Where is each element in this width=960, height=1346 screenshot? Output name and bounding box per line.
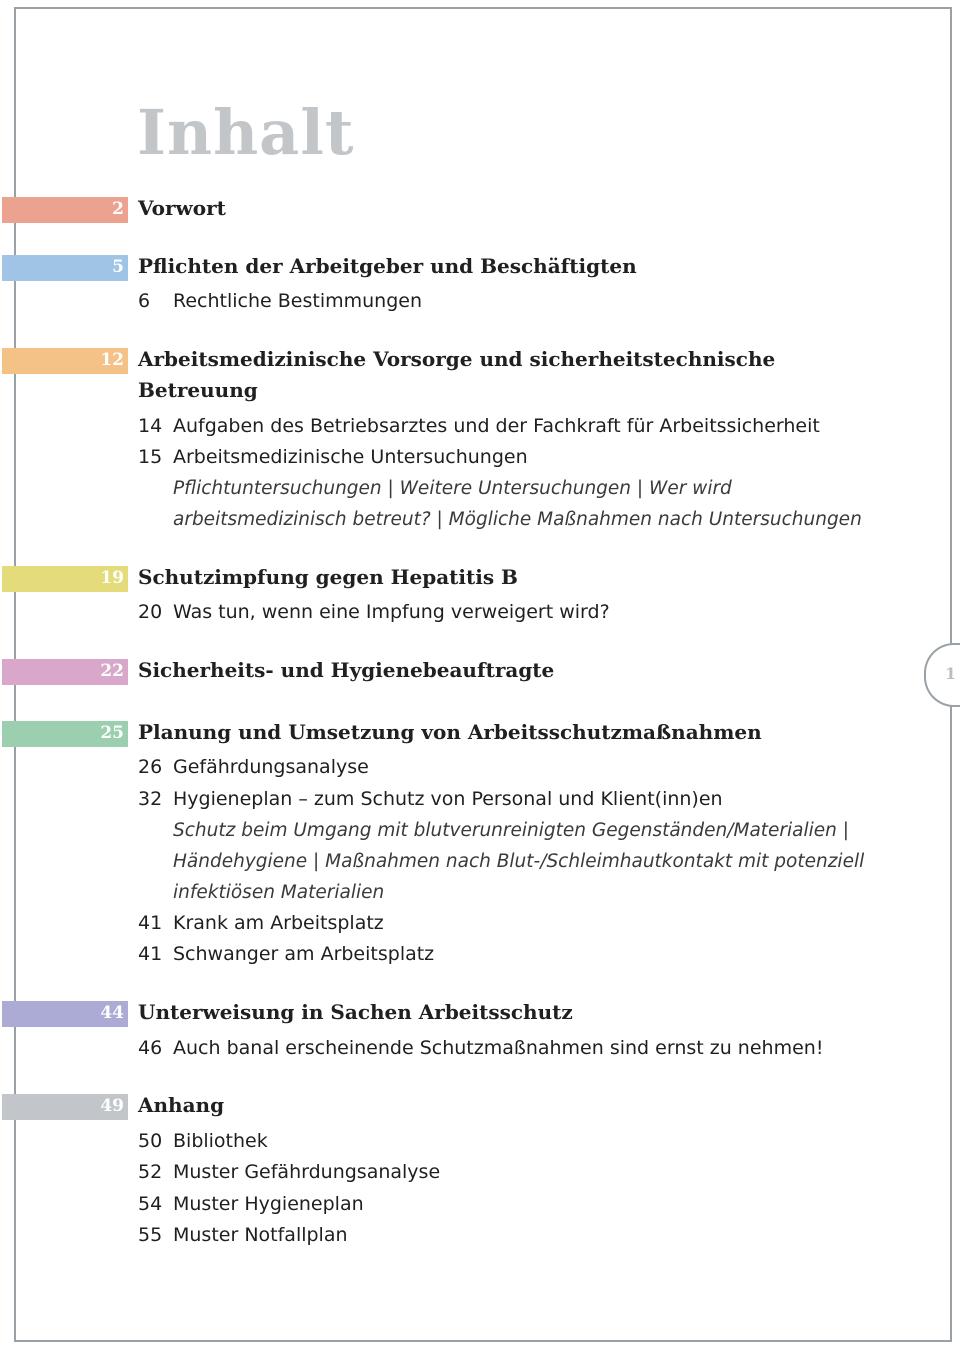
section-heading-anhang[interactable]: Anhang bbox=[138, 1093, 225, 1117]
entry-title: Rechtliche Bestimmungen bbox=[173, 290, 422, 312]
section-heading-unterweisung[interactable]: Unterweisung in Sachen Arbeitsschutz bbox=[138, 1000, 573, 1024]
entry-page-number: 32 bbox=[138, 788, 163, 810]
entry-page-number: 26 bbox=[138, 756, 163, 778]
entry-subtopics: Schutz beim Umgang mit blutverunreinigten Gegenständen/Materialien | Händehygiene | Maßnahmen nach Blut-/Schleimhautkontakt mit potenziell infektiösen Materialien bbox=[173, 820, 865, 903]
section-bar-anhang bbox=[2, 1094, 128, 1120]
section-heading-vorwort[interactable]: Vorwort bbox=[138, 196, 226, 220]
entry-page-number: 50 bbox=[138, 1130, 163, 1152]
entry-title: Arbeitsmedizinische Untersuchungen bbox=[173, 446, 528, 468]
toc-entry[interactable] bbox=[138, 784, 723, 815]
page-number: 1 bbox=[945, 664, 957, 683]
toc-entry[interactable] bbox=[138, 908, 384, 939]
entry-page-number: 41 bbox=[138, 912, 163, 934]
entry-title: Krank am Arbeitsplatz bbox=[173, 912, 384, 934]
section-bar-unterweisung bbox=[2, 1001, 128, 1027]
toc-entry[interactable] bbox=[138, 597, 610, 628]
entry-subtopics: Pflichtuntersuchungen | Weitere Untersuchungen | Wer wird arbeitsmedizinisch betreut? | Mögliche Maßnahmen nach Untersuchungen bbox=[173, 478, 862, 530]
page-title: Inhalt bbox=[137, 96, 355, 169]
entry-title: Muster Hygieneplan bbox=[173, 1193, 364, 1215]
section-heading-schutzimpfung[interactable]: Schutzimpfung gegen Hepatitis B bbox=[138, 565, 518, 589]
toc-entry[interactable] bbox=[138, 1033, 823, 1064]
page-frame-top bbox=[14, 7, 952, 9]
entry-title: Hygieneplan – zum Schutz von Personal und Klient(inn)en bbox=[173, 788, 723, 810]
toc-entry[interactable] bbox=[138, 442, 528, 473]
entry-page-number: 46 bbox=[138, 1037, 163, 1059]
toc-entry[interactable] bbox=[138, 939, 434, 970]
section-page-number: 5 bbox=[112, 257, 124, 277]
toc-entry[interactable] bbox=[138, 1157, 440, 1188]
entry-title: Aufgaben des Betriebsarztes und der Fachkraft für Arbeitssicherheit bbox=[173, 415, 820, 437]
entry-page-number: 20 bbox=[138, 601, 163, 623]
section-page-number: 49 bbox=[100, 1096, 124, 1116]
entry-title: Gefährdungsanalyse bbox=[173, 756, 369, 778]
entry-page-number: 6 bbox=[138, 290, 151, 312]
page-frame-bottom bbox=[14, 1340, 952, 1342]
entry-title: Muster Gefährdungsanalyse bbox=[173, 1161, 441, 1183]
entry-page-number: 55 bbox=[138, 1224, 163, 1246]
entry-title: Was tun, wenn eine Impfung verweigert wird? bbox=[173, 601, 610, 623]
section-bar-vorsorge bbox=[2, 348, 128, 374]
entry-title: Muster Notfallplan bbox=[173, 1224, 348, 1246]
entry-title: Bibliothek bbox=[173, 1130, 268, 1152]
section-bar-arbeitsschutzmassnahmen bbox=[2, 721, 128, 747]
section-page-number: 25 bbox=[100, 723, 124, 743]
toc-entry[interactable] bbox=[138, 752, 369, 783]
section-page-number: 44 bbox=[100, 1003, 124, 1023]
entry-page-number: 14 bbox=[138, 415, 163, 437]
toc-entry[interactable] bbox=[138, 1189, 364, 1220]
entry-title: Auch banal erscheinende Schutzmaßnahmen sind ernst zu nehmen! bbox=[173, 1037, 824, 1059]
section-heading-pflichten[interactable]: Pflichten der Arbeitgeber und Beschäftigten bbox=[138, 254, 637, 278]
section-heading-vorsorge[interactable]: Arbeitsmedizinische Vorsorge und sicherheitstechnische Betreuung bbox=[138, 347, 776, 402]
toc-entry[interactable] bbox=[138, 286, 422, 317]
entry-page-number: 15 bbox=[138, 446, 163, 468]
toc-entry[interactable] bbox=[138, 1220, 348, 1251]
section-page-number: 2 bbox=[112, 199, 124, 219]
toc-entry[interactable] bbox=[138, 1126, 268, 1157]
section-page-number: 22 bbox=[100, 661, 124, 681]
section-bar-hygienebeauftragte bbox=[2, 659, 128, 685]
section-bar-schutzimpfung bbox=[2, 566, 128, 592]
section-bar-vorwort bbox=[2, 197, 128, 223]
entry-title: Schwanger am Arbeitsplatz bbox=[173, 943, 435, 965]
section-page-number: 19 bbox=[100, 568, 124, 588]
entry-page-number: 41 bbox=[138, 943, 163, 965]
toc-entry[interactable] bbox=[138, 411, 820, 442]
section-bar-pflichten bbox=[2, 255, 128, 281]
entry-page-number: 54 bbox=[138, 1193, 163, 1215]
section-heading-arbeitsschutzmassnahmen[interactable]: Planung und Umsetzung von Arbeitsschutzmaßnahmen bbox=[138, 720, 762, 744]
entry-page-number: 52 bbox=[138, 1161, 163, 1183]
section-page-number: 12 bbox=[100, 350, 124, 370]
section-heading-hygienebeauftragte[interactable]: Sicherheits- und Hygienebeauftragte bbox=[138, 658, 555, 682]
